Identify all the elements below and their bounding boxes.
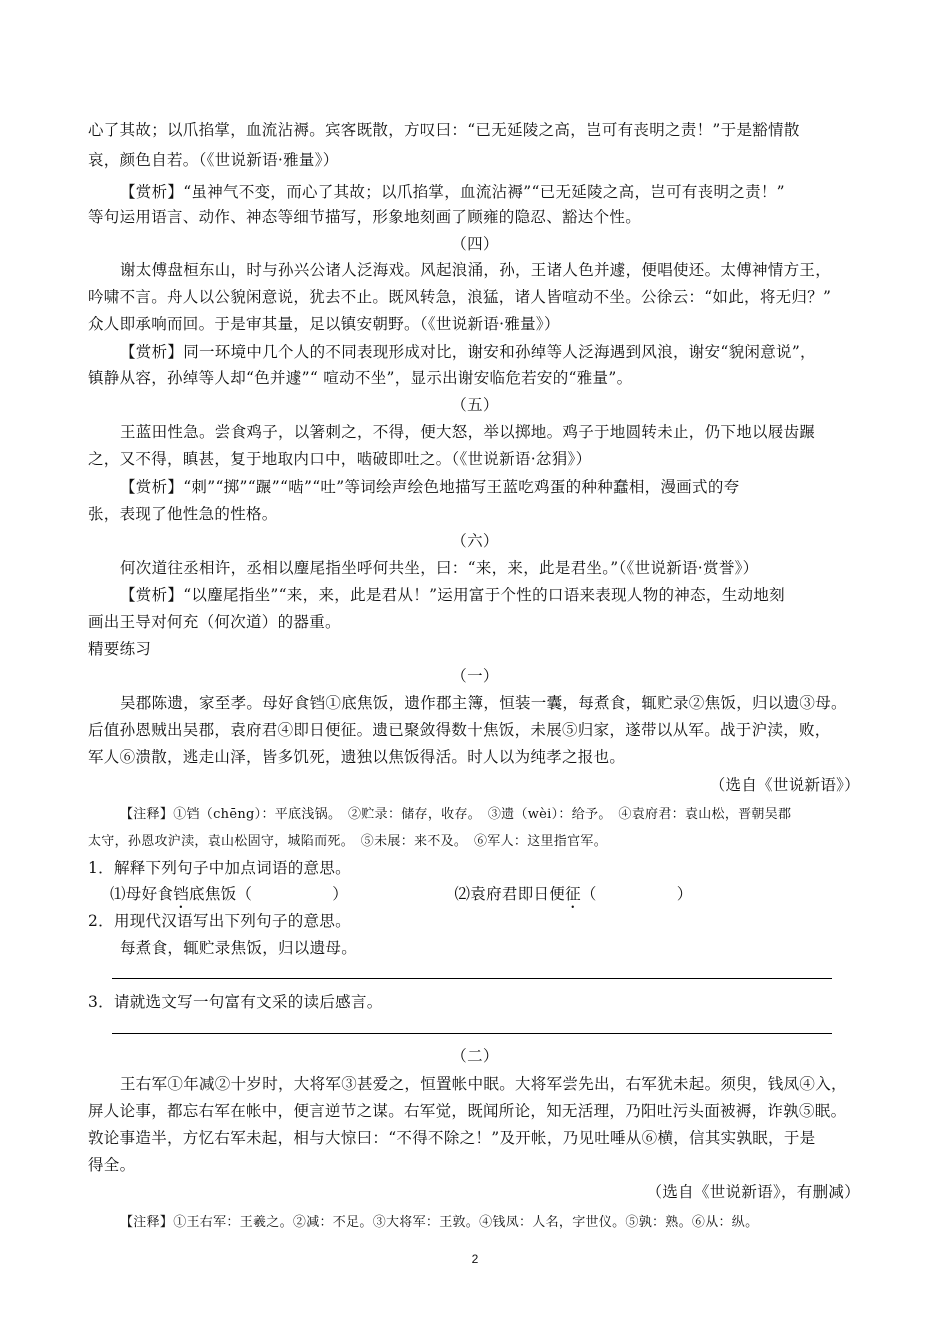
answer-line[interactable] [112,978,832,979]
text-line: 得全。 [88,1156,136,1174]
q1-item-a-post: 底焦饭（ [189,885,253,903]
text-line: 敦论事造半，方忆右军未起，相与大惊曰：“不得不除之！”及开帐，乃见吐唾从⑥横，信其实孰眠，于是 [88,1129,816,1147]
appreciation-line: 【赏析】“刺”“掷”“蹍”“啮”“吐”等词绘声绘色地描写王蓝吃鸡蛋的种种蠢相，漫画式的夸 [120,478,740,496]
text-line: 众人即承响而回。于是审其量，足以镇安朝野。（《世说新语·雅量》） [88,315,560,333]
section-heading: （五） [451,396,499,414]
question-1-items [110,882,890,912]
q1-item-b-pre: ⑵袁府君即日便 [454,885,566,903]
text-line: 哀，颜色自若。（《世说新语·雅量》） [88,151,339,169]
text-line: 画出王导对何充（何次道）的器重。 [88,613,341,631]
text-line: 王右军①年减②十岁时，大将军③甚爱之，恒置帐中眠。大将军尝先出，右军犹未起。须臾，钱凤④入， [120,1075,847,1093]
question-2-sentence: 每煮食，辄贮录焦饭，归以遗母。 [120,939,358,957]
text-line: 吴郡陈遗，家至孝。母好食铛①底焦饭，遗作郡主簿，恒装一囊，每煮食，辄贮录②焦饭，归以遗③母。 [120,694,847,712]
q1-item-b-open: （ [580,885,597,903]
section-heading: （一） [451,667,499,685]
q1-item-a-dotted: 铛 [173,885,190,903]
section-heading: （六） [451,532,499,550]
text-line: 等句运用语言、动作、神态等细节描写，形象地刻画了顾雍的隐忍、豁达个性。 [88,208,642,226]
question-1: 1．解释下列句子中加点词语的意思。 [88,859,351,877]
appreciation-line: 【赏析】“虽神气不变，而心了其故；以爪掐掌，血流沾褥”“已无延陵之高，岂可有丧明之责！” [120,183,785,201]
q1-item-a-pre: ⑴母好食 [110,885,174,903]
appreciation-line: 【赏析】“以麈尾指坐”“来，来，此是君从！”运用富于个性的口语来表现人物的神态，生动地刻 [120,586,785,604]
source-citation: （选自《世说新语》） [709,776,860,794]
text-line: 后值孙恩贼出吴郡，袁府君④即日便征。遗已聚敛得数十焦饭，未展⑤归家，遂带以从军。战于沪渎，败， [88,721,831,739]
text-line: 心了其故；以爪掐掌，血流沾褥。宾客既散，方叹曰：“已无延陵之高，岂可有丧明之责！”于是豁情散 [88,121,800,139]
section-heading: （二） [451,1047,499,1065]
section-heading: （四） [451,235,499,253]
text-line: 何次道往丞相许，丞相以麈尾指坐呼何共坐，曰：“来，来，此是君坐。”（《世说新语·赏誉》） [120,559,759,577]
q1-item-b-close: ） [676,885,693,903]
text-line: 之，又不得，瞋甚，复于地取内口中，啮破即吐之。（《世说新语·忿狷》） [88,450,592,468]
page-number: 2 [471,1252,479,1266]
text-line: 屏人论事，都忘右军在帐中，便言逆节之谋。右军觉，既闻所论，知无活理，乃阳吐污头面被褥，诈孰⑤眠。 [88,1102,847,1120]
annotation-line: 【注释】①王右军：王羲之。②减：不足。③大将军：王敦。④钱凤：人名，字世仪。⑤孰：熟。⑥从：纵。 [120,1215,759,1230]
answer-line[interactable] [112,1033,832,1034]
q1-item-a-close: ） [332,885,349,903]
annotation-line: 太守，孙恩攻沪渎，袁山松固守，城陷而死。 ⑤未展：来不及。 ⑥军人：这里指官军。 [88,834,608,849]
text-line: 镇静从容，孙绰等人却“色并遽”“ 喧动不坐”，显示出谢安临危若安的“雅量”。 [88,369,633,387]
annotation-line: 【注释】①铛（chēng）：平底浅锅。 ②贮录：储存，收存。 ③遗（wèi）：给予。 ④袁府君：袁山松，晋朝吴郡 [120,807,792,822]
text-line: 张，表现了他性急的性格。 [88,505,278,523]
q1-item-b-dotted: 征 [565,885,581,903]
question-2: 2．用现代汉语写出下列句子的意思。 [88,912,351,930]
text-line: 谢太傅盘桓东山，时与孙兴公诸人泛海戏。风起浪涌，孙，王诸人色并遽，便唱使还。太傅神情方王， [120,261,832,279]
source-citation: （选自《世说新语》，有删减） [646,1183,860,1201]
section-title: 精要练习 [88,640,152,658]
text-line: 吟啸不言。舟人以公貌闲意说，犹去不止。既风转急，浪猛，诸人皆喧动不坐。公徐云：“如此，将无归？” [88,288,832,306]
text-line: 军人⑥溃散，逃走山泽，皆多饥死，遗独以焦饭得活。时人以为纯孝之报也。 [88,748,626,766]
appreciation-line: 【赏析】同一环境中几个人的不同表现形成对比，谢安和孙绰等人泛海遇到风浪，谢安“貌闲意说”， [120,343,816,361]
question-3: 3．请就选文写一句富有文采的读后感言。 [88,993,383,1011]
text-line: 王蓝田性急。尝食鸡子，以箸刺之，不得，便大怒，举以掷地。鸡子于地圆转未止，仍下地以屐齿蹍 [120,423,816,441]
